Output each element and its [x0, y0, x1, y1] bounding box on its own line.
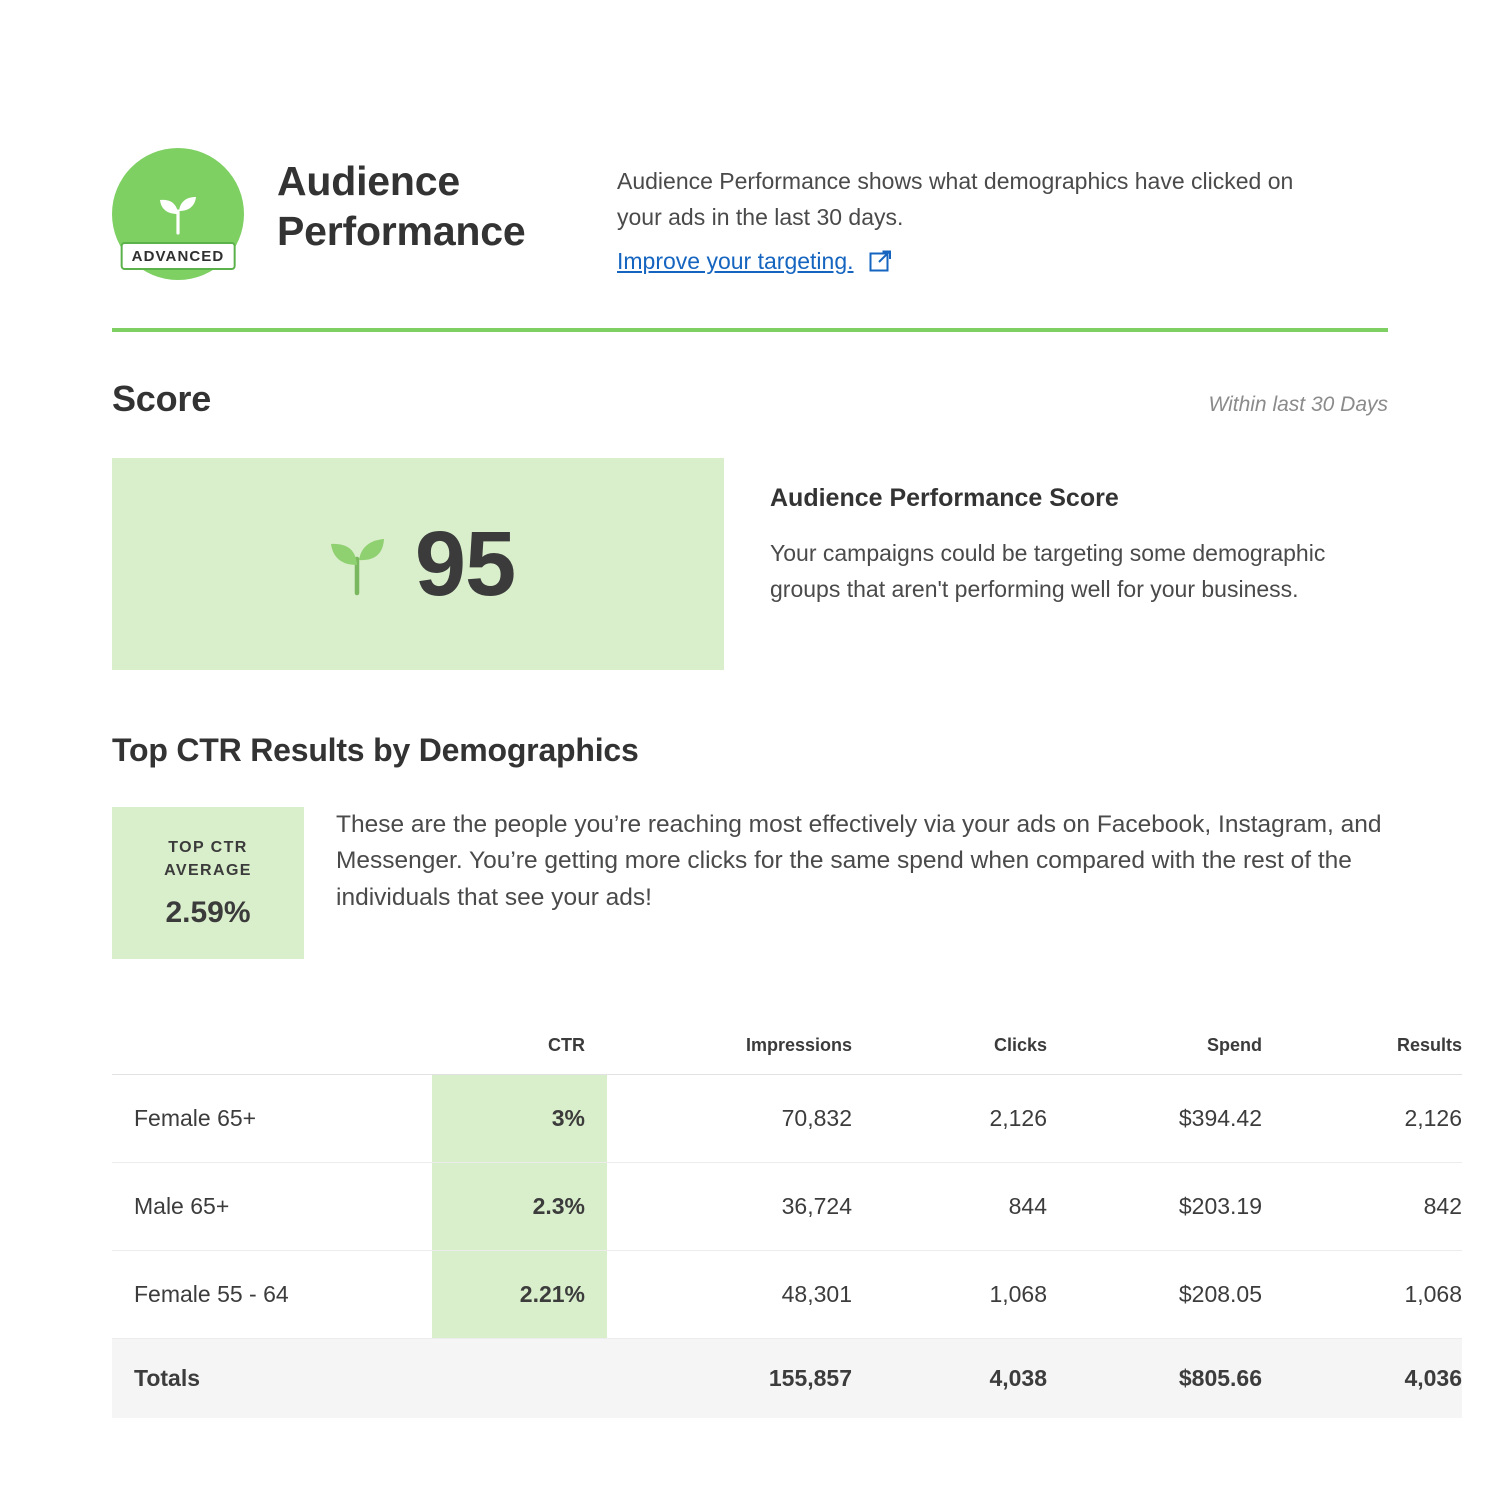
table-row — [112, 1163, 1462, 1251]
leaf-icon — [321, 525, 393, 604]
top-ctr-average-label-line1: TOP CTR — [168, 838, 248, 856]
table-totals-row — [112, 1339, 1462, 1419]
column-header-ctr: CTR — [432, 1035, 607, 1075]
report-header — [112, 0, 1388, 280]
totals-spend: $805.66 — [1047, 1339, 1262, 1419]
header-divider — [112, 328, 1388, 332]
totals-results: 4,036 — [1262, 1339, 1462, 1419]
table-row — [112, 1075, 1462, 1163]
row-ctr: 2.21% — [432, 1251, 607, 1339]
table-row — [112, 1251, 1462, 1339]
ctr-heading: Top CTR Results by Demographics — [112, 732, 639, 768]
column-header-demographic — [112, 1035, 432, 1075]
row-spend: $208.05 — [1047, 1251, 1262, 1339]
row-results: 2,126 — [1262, 1075, 1462, 1163]
row-clicks: 844 — [852, 1163, 1047, 1251]
row-clicks: 2,126 — [852, 1075, 1047, 1163]
score-description: Your campaigns could be targeting some demographic groups that aren't performing well for your business. — [770, 540, 1326, 603]
score-explanation — [770, 458, 1388, 670]
header-description: Audience Performance shows what demographics have clicked on your ads in the last 30 days. — [617, 168, 1294, 230]
score-heading: Score — [112, 378, 212, 419]
row-ctr: 2.3% — [432, 1163, 607, 1251]
totals-ctr — [432, 1339, 607, 1419]
row-clicks: 1,068 — [852, 1251, 1047, 1339]
improve-targeting-link[interactable]: Improve your targeting. — [617, 247, 854, 274]
page-title: Audience Performance — [277, 158, 526, 255]
score-card — [112, 458, 724, 670]
score-timeframe: Within last 30 Days — [1208, 393, 1388, 416]
row-impressions: 36,724 — [607, 1163, 852, 1251]
score-section-body — [112, 458, 1388, 670]
column-header-spend: Spend — [1047, 1035, 1262, 1075]
row-spend: $394.42 — [1047, 1075, 1262, 1163]
column-header-impressions: Impressions — [607, 1035, 852, 1075]
demographics-table — [112, 1035, 1462, 1418]
column-header-clicks: Clicks — [852, 1035, 1047, 1075]
column-header-results: Results — [1262, 1035, 1462, 1075]
row-label: Female 65+ — [112, 1075, 432, 1163]
ctr-description: These are the people you’re reaching most effectively via your ads on Facebook, Instagram, and Messenger. You’re getting more clicks for the same spend when compared with the rest of the individuals that see your ads! — [336, 811, 1382, 911]
top-ctr-average-value: 2.59% — [165, 896, 251, 930]
header-description-block — [617, 148, 1307, 275]
advanced-badge — [112, 148, 244, 280]
row-label: Male 65+ — [112, 1163, 432, 1251]
score-title: Audience Performance Score — [770, 484, 1119, 512]
row-ctr: 3% — [432, 1075, 607, 1163]
ctr-section-body — [112, 807, 1388, 959]
top-ctr-average-label-line2: AVERAGE — [164, 862, 252, 879]
leaf-icon — [151, 187, 205, 241]
score-value: 95 — [414, 513, 516, 615]
row-label: Female 55 - 64 — [112, 1251, 432, 1339]
external-link-icon[interactable] — [868, 249, 892, 273]
header-link-row[interactable] — [617, 248, 1307, 275]
row-impressions: 70,832 — [607, 1075, 852, 1163]
totals-impressions: 155,857 — [607, 1339, 852, 1419]
row-results: 1,068 — [1262, 1251, 1462, 1339]
totals-label: Totals — [112, 1339, 432, 1419]
row-results: 842 — [1262, 1163, 1462, 1251]
row-spend: $203.19 — [1047, 1163, 1262, 1251]
demographics-table-wrap — [112, 1035, 1462, 1418]
advanced-badge-label: ADVANCED — [121, 242, 236, 270]
top-ctr-average-card — [112, 807, 304, 959]
table-header-row — [112, 1035, 1462, 1075]
score-section-header — [112, 378, 1388, 420]
totals-clicks: 4,038 — [852, 1339, 1047, 1419]
row-impressions: 48,301 — [607, 1251, 852, 1339]
